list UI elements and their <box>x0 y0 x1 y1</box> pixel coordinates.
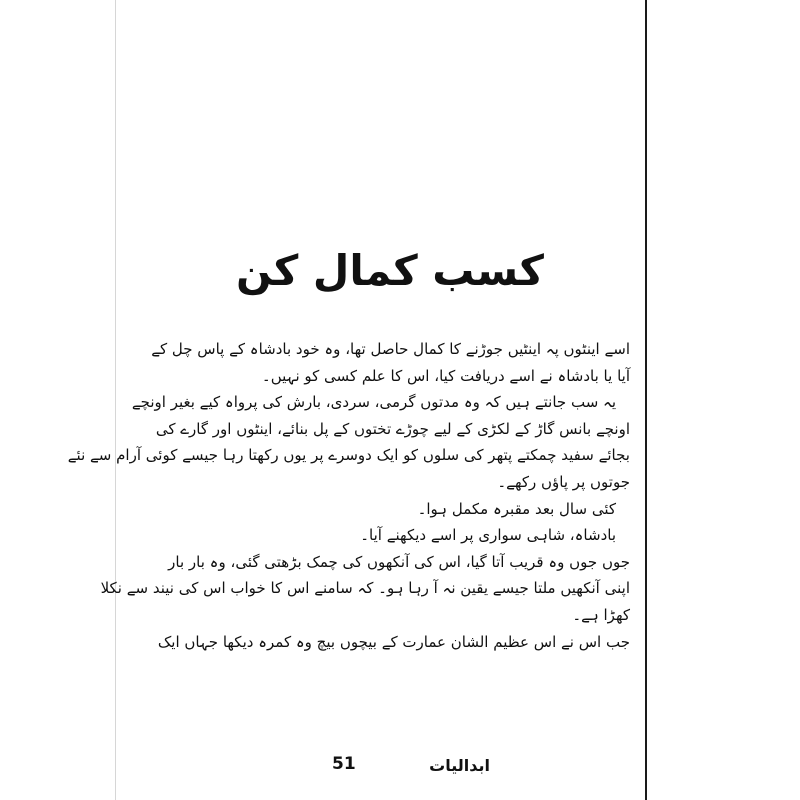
page-number: 51 <box>332 754 356 774</box>
text-line: اونچے بانس گاڑ کے لکڑی کے لیے چوڑے تختوں کے پل بنائے، اینٹوں اور گارے کی <box>155 419 630 438</box>
chapter-title: کسب کمال کن <box>236 246 544 295</box>
text-line: یہ سب جانتے ہیں کہ وہ مدتوں گرمی، سردی، بارش کی پرواہ کیے بغیر اونچے <box>131 393 616 412</box>
footer-book-title: ابدالیات <box>429 756 490 775</box>
page-footer <box>260 752 490 782</box>
text-line: اپنی آنکھیں ملتا جیسے یقین نہ آ رہا ہو۔ کہ سامنے اس کا خواب اس کی نیند سے نکلا <box>100 579 630 598</box>
text-line: اسے اینٹوں پہ اینٹیں جوڑنے کا کمال حاصل تھا، وہ خود بادشاہ کے پاس چل کے <box>151 340 630 358</box>
text-line: آیا یا بادشاہ نے اسے دریافت کیا، اس کا علم کسی کو نہیں۔ <box>261 366 630 385</box>
body-text <box>67 336 630 655</box>
text-line: کھڑا ہے۔ <box>572 605 630 624</box>
text-line: کئی سال بعد مقبرہ مکمل ہوا۔ <box>417 499 616 518</box>
page-edge-right <box>645 0 647 800</box>
text-line: بادشاہ، شاہی سواری پر اسے دیکھنے آیا۔ <box>360 526 616 545</box>
text-line: بجائے سفید چمکتے پتھر کی سلوں کو ایک دوسرے پر یوں رکھتا رہا جیسے کوئی آرام سے نئے <box>67 446 630 465</box>
text-line: جب اس نے اس عظیم الشان عمارت کے بیچوں بیچ وہ کمرہ دیکھا جہاں ایک <box>157 632 630 651</box>
text-line: جوں جوں وہ قریب آتا گیا، اس کی آنکھوں کی چمک بڑھتی گئی، وہ بار بار <box>168 552 630 571</box>
page-edge-left <box>115 0 116 800</box>
text-line: جوتوں پر پاؤں رکھے۔ <box>497 472 630 491</box>
